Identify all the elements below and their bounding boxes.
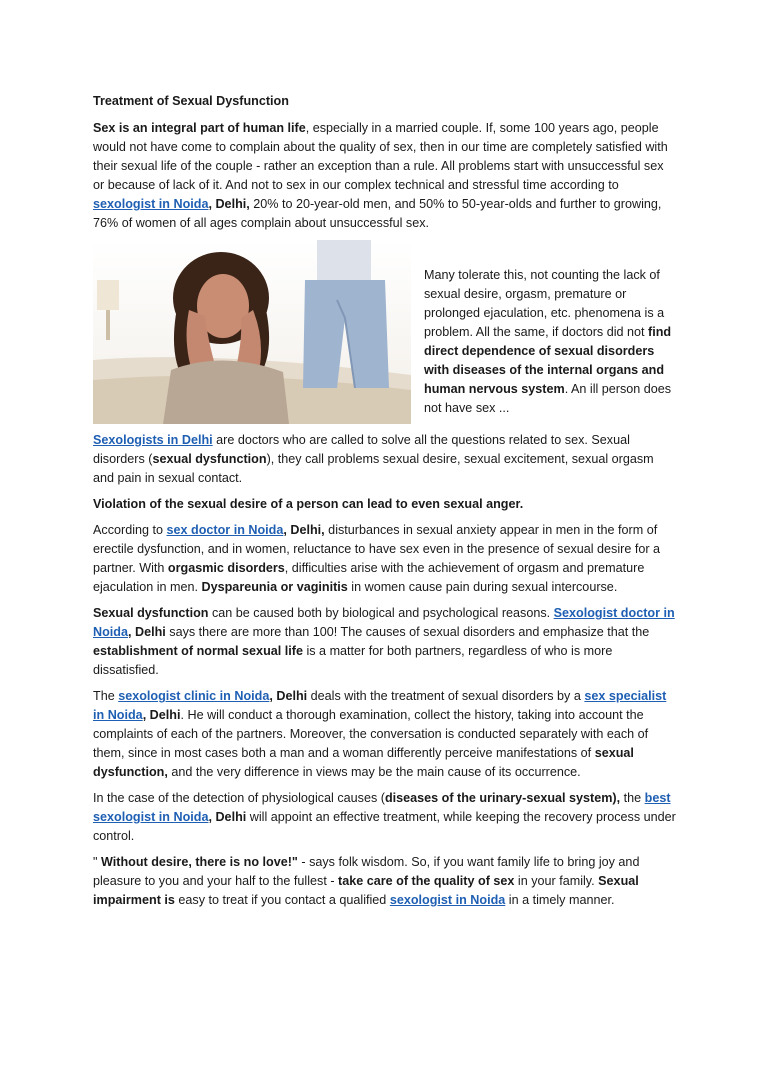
text: in a timely manner. [505,893,615,907]
text: . An ill person does not have sex ... [424,382,672,415]
bold-text: , Delhi, [208,197,250,211]
bold-text: establishment of normal sexual life [93,644,303,658]
text: are doctors who are called to solve all the questions related to sex. Sexual disorders ( [93,433,630,466]
text: deals with the treatment of sexual disorders by a [307,689,585,703]
paragraph-intro [93,119,677,233]
bold-text: Sexual dysfunction [93,606,209,620]
paragraph-clinic [93,687,677,782]
text: - says folk wisdom. So, if you want family life to bring joy and pleasure to you and your half to the fullest - [93,855,640,888]
text: easy to treat if you contact a qualified [174,893,390,907]
bold-text: Violation of the sexual desire of a person can lead to even sexual anger. [93,497,524,511]
text: Many tolerate this, not counting the lack of sexual desire, orgasm, premature or prolonged ejaculation, etc. phenomena is a problem. All the same, if doctors did not [424,268,665,339]
couple-photo [93,240,411,424]
link-sexologist-doctor-in-noida[interactable]: Sexologist doctor in Noida [93,606,675,639]
text: disturbances in sexual anxiety appear in men in the form of erectile dysfunction, and in women, reluctance to have sex even in the presence of sexual desire for a partner. With [93,523,661,575]
paragraph-violation [93,495,677,514]
text: " [93,855,101,869]
bold-text: , Delhi [142,708,181,722]
text: will appoint an effective treatment, while keeping the recovery process under control. [93,810,676,843]
article-body [93,92,677,917]
text: In the case of the detection of physiological causes ( [93,791,385,805]
side-paragraph [424,240,677,417]
page-title: Treatment of Sexual Dysfunction [93,94,289,108]
bold-text: sexual dysfunction, [93,746,634,779]
paragraph-physiological [93,789,677,846]
bold-text: , Delhi, [283,523,325,537]
bold-text: sexual dysfunction [152,452,267,466]
text: the [620,791,645,805]
paragraph-causes [93,604,677,680]
bold-text: Sexual impairment is [93,874,639,907]
text: ), they call problems sexual desire, sexual excitement, sexual orgasm and pain in sexual contact. [93,452,654,485]
bold-text: Dyspareunia or vaginitis [201,580,348,594]
paragraph-conclusion [93,853,677,910]
bold-text: orgasmic disorders [167,561,285,575]
text: According to [93,523,167,537]
text: in women cause pain during sexual intercourse. [347,580,618,594]
link-sexologists-in-delhi[interactable]: Sexologists in Delhi [93,433,213,447]
bold-text: Sex is an integral part of human life [93,121,306,135]
text: , difficulties arise with the achievement of orgasm and premature ejaculation in men. [93,561,645,594]
link-sexologist-in-noida[interactable]: sexologist in Noida [93,197,209,211]
link-sexologist-in-noida-2[interactable]: sexologist in Noida [389,893,506,907]
text: says there are more than 100! The causes of sexual disorders and emphasize that the [165,625,650,639]
link-sexologist-clinic-in-noida[interactable]: sexologist clinic in Noida [118,689,270,703]
link-best-sexologist-in-noida[interactable]: best sexologist in Noida [93,791,671,824]
bold-text: , Delhi [269,689,308,703]
text: is a matter for both partners, regardless of who is more dissatisfied. [93,644,613,677]
text: , especially in a married couple. If, some 100 years ago, people would not have come to complain about the quality of sex, then in our time are completely satisfied with their sexual life of the couple - rather an exception than a rule. All problems start with unsuccessful sex or because of lack of it. And not to sex in our complex technical and stressful time according to [93,121,668,192]
paragraph-sexologists-delhi [93,431,677,488]
text: 20% to 20-year-old men, and 50% to 50-year-olds and further to growing, 76% of women of all ages complain about unsuccessful sex. [93,197,662,230]
text: and the very difference in views may be the main cause of its occurrence. [167,765,581,779]
bold-text: Without desire, there is no love!" [100,855,298,869]
figure-row [93,240,677,424]
text: can be caused both by biological and psychological reasons. [208,606,554,620]
link-sex-specialist-in-noida[interactable]: sex specialist in Noida [93,689,667,722]
bold-text: find direct dependence of sexual disorders with diseases of the internal organs and human nervous system [424,325,672,396]
bold-text: , Delhi [208,810,247,824]
link-sex-doctor-in-noida[interactable]: sex doctor in Noida [166,523,284,537]
bold-text: , Delhi [127,625,166,639]
text: The [93,689,119,703]
text: in your family. [514,874,599,888]
bold-text: diseases of the urinary-sexual system), [384,791,621,805]
paragraph-sex-doctor [93,521,677,597]
bold-text: take care of the quality of sex [338,874,515,888]
text: . He will conduct a thorough examination, collect the history, taking into account the complaints of each of the partners. Moreover, the conversation is conducted separately with each of them, since in most cases both a man and a woman differently perceive manifestations of [93,708,649,760]
